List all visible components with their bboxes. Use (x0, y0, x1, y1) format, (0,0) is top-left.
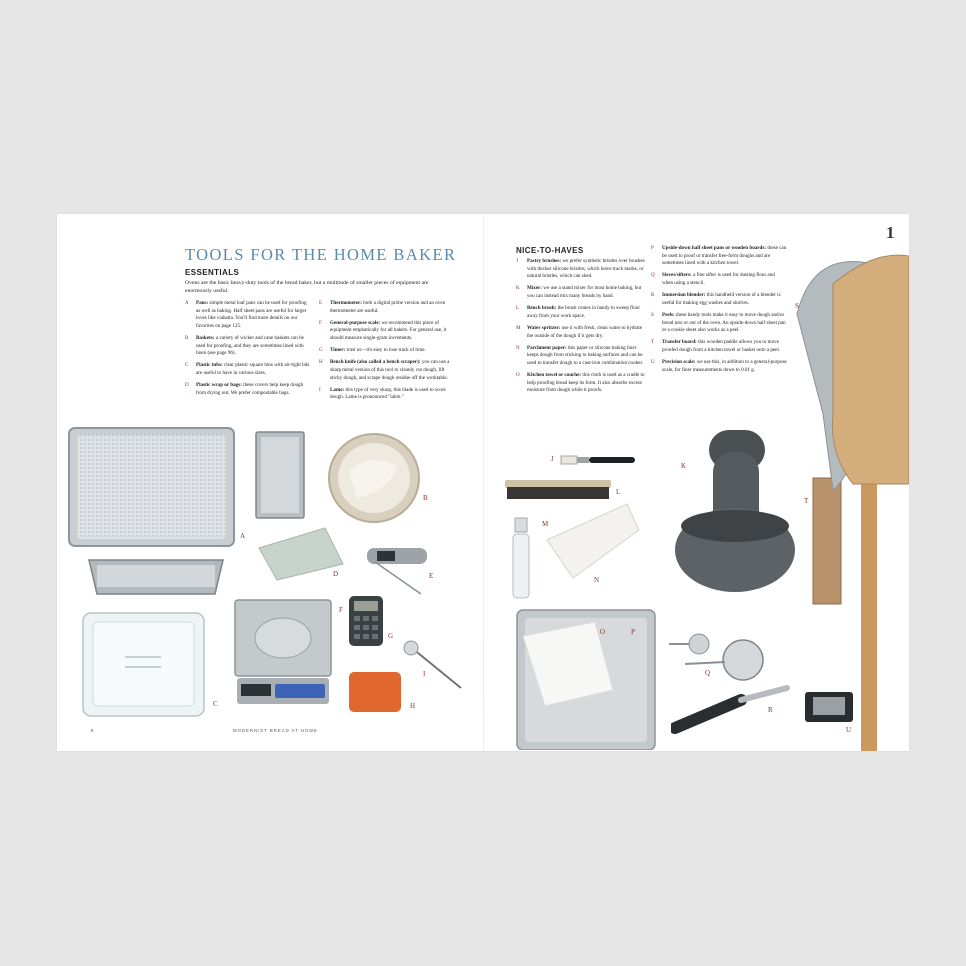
section-heading-essentials: ESSENTIALS (185, 268, 240, 277)
list-item: Q Sieves/sifters: a fine sifter is used for dusting flour and when using a stencil. (651, 272, 775, 286)
nice-column-2 (651, 245, 787, 379)
label-a: A (240, 532, 246, 540)
list-item: F General-purpose scale: we recommend this piece of equipment emphatically for all bakers. For general use, it should measure single-gram increments. (319, 319, 447, 341)
page-title: TOOLS FOR THE HOME BAKER (185, 245, 457, 264)
list-item: M Water spritzer: use it with fresh, clean water to hydrate the outside of the dough if it gets dry. (516, 324, 643, 339)
intro-paragraph: Ovens are the basic heavy-duty tools of the bread baker, but a multitude of smaller pieces of equipment are enormously useful. (185, 280, 429, 295)
list-item: O Kitchen towel or couche: this cloth is used as a cradle to help proofing bread keep its form. It also absorbs excess moisture from dough while it proofs. (516, 372, 645, 394)
label-r: R (768, 706, 773, 714)
immersion-blender-image (671, 684, 797, 738)
lame-image (401, 638, 465, 692)
label-n: N (594, 576, 600, 584)
nice-column-1 (516, 258, 646, 399)
list-item: P Upside-down half sheet pans or wooden boards: these can be used to proof or transfer free-form doughs and are sometimes lined with a kitchen towel. (651, 245, 787, 267)
essentials-column-2 (319, 300, 451, 407)
list-item: N Parchment paper: this paper or silicone baking liner keeps dough from sticking to baking surfaces and can be used to transfer dough to a cast-iron combination cooker. (516, 344, 644, 366)
label-g: G (388, 632, 394, 640)
label-m: M (542, 520, 549, 528)
peels-image (793, 254, 909, 751)
list-item: A Pans: simple metal loaf pans can be used for proofing as well as baking. Half sheet pans are useful for larger loves like ciabatta. You'll find more details on our favorites on page 125. (185, 300, 307, 329)
chapter-number: 1 (886, 223, 895, 242)
label-e: E (429, 572, 434, 580)
list-item: D Plastic wrap or bags: these covers help keep dough from drying out. We prefer compostable bags. (185, 382, 304, 396)
loaf-pan-image (255, 431, 307, 521)
list-item: B Baskets: a variety of wicker and cane baskets can be used for proofing, and they are sometimes lined with linen (see page 96). (185, 334, 304, 357)
list-item: G Timer: trust us—it's easy to lose track of time. (319, 347, 426, 354)
essentials-column-1 (185, 300, 310, 402)
half-sheet-pan-image (67, 426, 237, 551)
list-item: I Lame: this type of very sharp, this blade is used to score dough. Lame is pronounced "lahm." (319, 386, 446, 401)
label-t: T (804, 497, 809, 505)
label-p: P (631, 628, 635, 636)
list-item: U Precision scale: we use this, in addition to a general-purpose scale, for finer measurements down to 0.01 g. (651, 359, 787, 373)
list-item: L Bench brush: the brush comes in handy to sweep flour away from your work space. (516, 305, 641, 319)
sheet-pan-with-towel-image (515, 608, 657, 750)
bench-scraper-image (347, 670, 403, 714)
label-q: Q (705, 669, 711, 677)
label-o: O (600, 628, 606, 636)
label-j: J (551, 455, 554, 463)
kitchen-scale-image (233, 598, 335, 708)
label-f: F (339, 606, 343, 614)
folio-page-number: 8 (91, 728, 95, 733)
label-u: U (846, 726, 852, 734)
label-i: I (423, 670, 426, 678)
section-heading-nice-to-haves: NICE-TO-HAVES (516, 246, 584, 255)
gutter (483, 214, 484, 751)
label-k: K (681, 462, 687, 470)
list-item: E Thermometer: both a digital probe version and an oven thermometer are useful. (319, 300, 446, 314)
label-d: D (333, 570, 339, 578)
digital-timer-image (347, 594, 385, 648)
label-l: L (616, 488, 621, 496)
label-h: H (410, 702, 416, 710)
label-b: B (423, 494, 428, 502)
parchment-paper-image (543, 500, 643, 580)
sieves-image (669, 632, 765, 684)
probe-thermometer-image (363, 546, 435, 598)
loaf-pan-long-image (87, 556, 227, 598)
plastic-tub-image (81, 611, 207, 719)
list-item: C Plastic tubs: clear plastic square bins with air-tight lids are useful to have in various sizes. (185, 362, 310, 376)
bench-brush-image (503, 476, 613, 502)
pastry-brush-image (559, 453, 639, 467)
list-item: T Transfer board: this wooden paddle allows you to move proofed dough from a kitchen towel or basket onto a peel. (651, 339, 781, 353)
water-spritzer-image (507, 514, 535, 600)
list-item: S Peels: these handy tools make it easy to move dough and/or bread into or out of the oven. An upside-down half sheet pan or a cookie sheet also works as a peel. (651, 311, 786, 334)
book-spread (57, 214, 909, 751)
list-item: J Pastry brushes: we prefer synthetic bristles over brushes with thicker silicone bristles, which leave track marks, or natural bristles, which can shed. (516, 258, 645, 280)
stand-mixer-image (669, 430, 805, 600)
label-c: C (213, 700, 218, 708)
folio-book-title: MODERNIST BREAD AT HOME (233, 728, 318, 733)
label-s: S (795, 302, 799, 310)
list-item: R Immersion blender: this handheld version of a blender is useful for making egg washes and slurries. (651, 292, 781, 306)
proofing-basket-image (327, 432, 422, 524)
list-item: H Bench knife (also called a bench scraper): you can use a sharp metal version of this tool to cleanly cut dough, lift sticky dough, and scrape dough residue off the worktable. (319, 359, 450, 381)
list-item: K Mixer: we use a stand mixer for most home baking, but you can instead mix many breads by hand. (516, 285, 642, 299)
